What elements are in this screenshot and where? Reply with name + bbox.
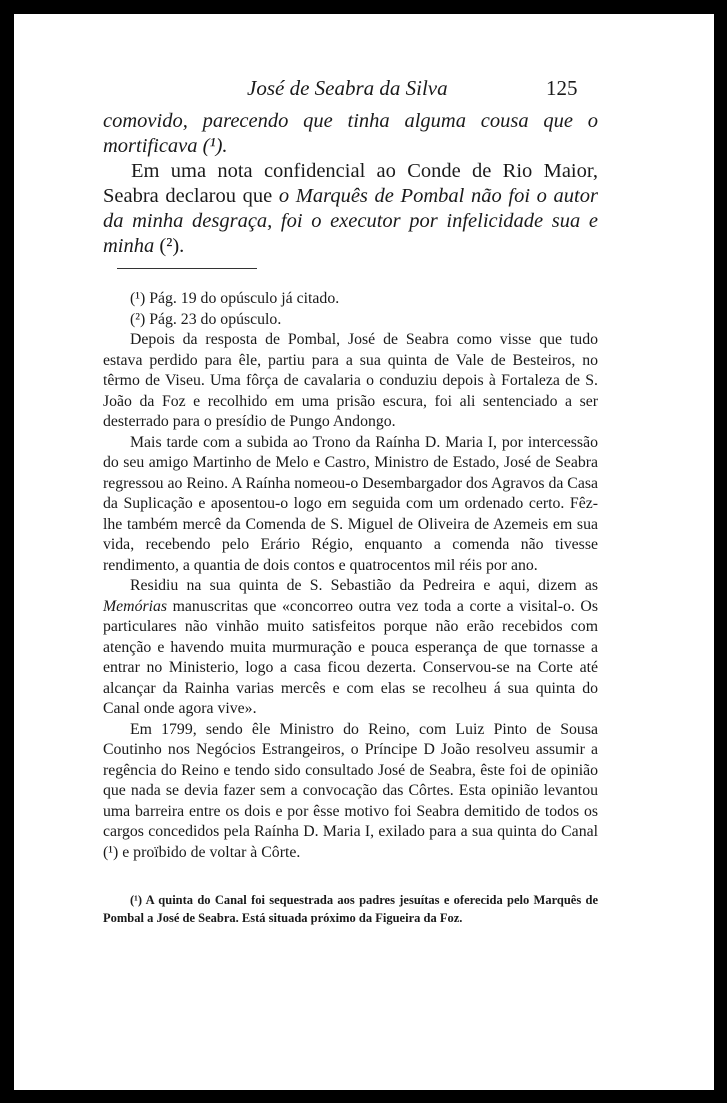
note-paragraph-2: Mais tarde com a subida ao Trono da Raínha D. Maria I, por intercessão do seu amigo Martinho de Melo e Castro, Ministro de Estado, José de Seabra regressou ao Reino. A Raínha nomeou-o Desembargador dos Agravos da Casa da Suplicação e aposentou-o logo em seguida com um ordenado certo. Fêz-lhe também mercê da Comenda de S. Miguel de Oliveira de Azemeis em sua vida, recebendo pelo Erário Régio, enquanto a comenda não tivesse rendimento, a quantia de dois contos e quatrocentos mil réis por ano.: [103, 433, 599, 574]
main-paragraph-2: [103, 159, 598, 259]
main-text: [103, 109, 598, 259]
footnote-2: (²) Pág. 23 do opúsculo.: [130, 310, 282, 328]
sub-footnote: [103, 891, 598, 927]
note-paragraph-3: [103, 576, 598, 720]
main-paragraph-1-text: comovido, parecendo que tinha alguma cousa que o mortificava (¹).: [103, 110, 598, 157]
note-paragraph-4: Em 1799, sendo êle Ministro do Reino, com Luiz Pinto de Sousa Coutinho nos Negócios Estrangeiros, o Príncipe D João resolveu assumir a regência do Reino e tendo sido consultado José de Seabra, êste foi de opinião que nada se devia fazer sem a convocação das Côrtes. Esta opinião levantou uma barreira entre os dois e por êsse motivo foi Seabra demitido de todos os cargos concedidos pela Raínha D. Maria I, exilado para a sua quinta do Canal (¹) e proïbido de voltar à Côrte.: [103, 720, 598, 861]
main-paragraph-2-lead: Em uma nota confidencial ao Conde de Rio Maior, Seabra declarou que: [103, 160, 598, 207]
main-paragraph-2-end: (²).: [154, 235, 185, 257]
note-paragraph-3-a: Residiu na sua quinta de S. Sebastião da Pedreira e aqui, dizem as: [130, 577, 598, 594]
sub-footnote-text: (¹) A quinta do Canal foi sequestrada aos padres jesuítas e oferecida pelo Marquês de Pombal a José de Seabra. Está situada próximo da Figueira da Foz.: [103, 893, 598, 925]
note-paragraph-3-b: manuscritas que «concorreo outra vez toda a corte a visital-o. Os particulares não vinhão muito satisfeitos porque não erão recebidos com atenção e havendo muita murmuração e pouca esperança de que tornasse a entrar no Ministerio, logo a casa ficou dezerta. Conservou-se na Corte até alcançar da Rainha varias mercês e com elas se recolheu á sua quinta do Canal onde agora vive».: [103, 597, 598, 717]
note-paragraph-1: Depois da resposta de Pombal, José de Seabra como visse que tudo estava perdido para êle, partiu para a sua quinta de Vale de Besteiros, no têrmo de Viseu. Uma fôrça de cavalaria o conduziu depois à Fortaleza de S. João da Foz e recolhido em uma prisão escura, foi ali sentenciado a ser desterrado para o presídio de Pungo Andongo.: [103, 331, 598, 430]
main-paragraph-1: [103, 109, 598, 159]
footnote-separator: [117, 268, 257, 269]
page-number: 125: [546, 76, 578, 100]
footnotes: [103, 289, 598, 863]
book-page: [14, 14, 714, 1090]
running-title: José de Seabra da Silva: [247, 76, 448, 100]
note-paragraph-3-italic: Memórias: [103, 597, 168, 615]
main-paragraph-2-quote: o Marquês de Pombal não foi o autor da minha desgraça, foi o executor por infelicidade sua e minha: [103, 185, 598, 257]
running-header: [14, 76, 714, 100]
footnote-1: (¹) Pág. 19 do opúsculo já citado.: [130, 290, 340, 307]
